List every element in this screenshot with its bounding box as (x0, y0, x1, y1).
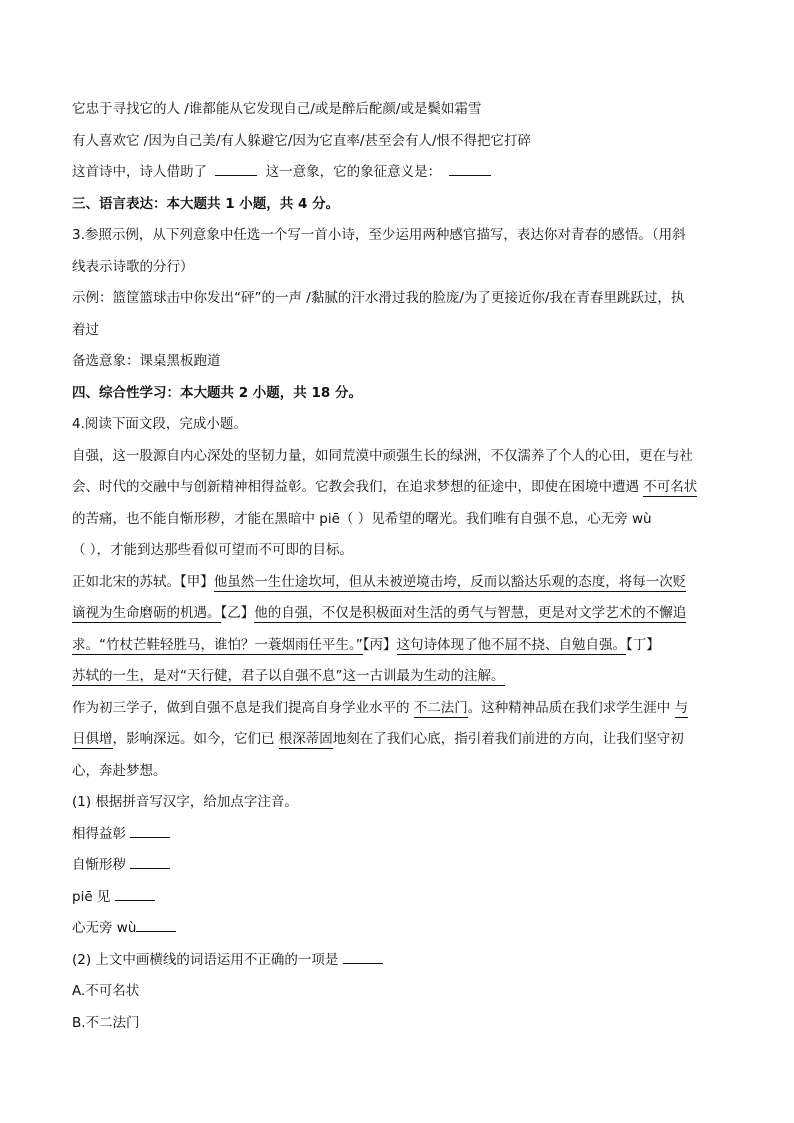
sub1-item-2: 自惭形秽 (72, 856, 722, 875)
underlined-term-genshendigu: 根深蒂固 (278, 731, 333, 747)
underlined-term-yurijuzeng: 日俱增 (72, 731, 113, 747)
poem-line-2: 有人喜欢它 /因为自己美/有人躲避它/因为它直率/甚至会有人/恨不得把它打碎 (72, 132, 532, 149)
answer-blank-2[interactable] (130, 856, 170, 869)
choice-b[interactable]: B.不二法门 (72, 1014, 140, 1031)
p1-line-3: 的苦痛，也不能自惭形秽，才能在黑暗中 piē（ ）见希望的曙光。我们唯有自强不息，心无旁 wù (72, 510, 652, 527)
sub-question-2: (2) 上文中画横线的词语运用不正确的一项是 (72, 951, 722, 970)
p2-line-1: 正如北宋的苏轼。【甲】他虽然一生仕途坎坷，但从未被逆境击垮，反而以豁达乐观的态度，将每一次贬 (72, 573, 687, 590)
p3-line-2: 日俱增，影响深远。如今，它们已 根深蒂固地刻在了我们心底，指引着我们前进的方向，让我们坚守初 (72, 731, 684, 747)
q3-stem-line-1: 3.参照示例，从下列意象中任选一个写一首小诗，至少运用两种感官描写，表达你对青春的感悟。（用斜 (72, 227, 686, 243)
answer-blank-sub2[interactable] (343, 951, 383, 964)
sub-question-1: (1) 根据拼音写汉字，给加点字注音。 (72, 794, 298, 810)
sub1-item-4: 心无旁 wù (72, 919, 722, 938)
p1-line-1: 自强，这一股源自内心深处的坚韧力量，如同荒漠中顽强生长的绿洲，不仅濡养了个人的心田，更在与社 (72, 447, 693, 464)
p2-line-3: 求。“竹杖芒鞋轻胜马，谁怕？一蓑烟雨任平生。”【丙】这句诗体现了他不屈不挠、自勉自强。【丁】 (72, 636, 660, 653)
p3-line-1: 作为初三学子，做到自强不息是我们提高自身学业水平的 不二法门。这种精神品质在我们求学生涯中 与 (72, 699, 689, 716)
answer-blank-3[interactable] (115, 888, 155, 901)
q3-options: 备选意象：课桌黑板跑道 (72, 353, 221, 369)
underlined-term-bukemingzhuang: 不可名状 (643, 479, 698, 495)
symbol-question: 这首诗中，诗人借助了 这一意象，它的象征意义是： (72, 163, 722, 182)
q3-example-line-2: 着过 (72, 321, 99, 338)
sub1-item-3: piē 见 (72, 888, 722, 907)
answer-blank-meaning[interactable] (449, 163, 491, 176)
p2-line-4: 苏轼的一生，是对“天行健，君子以自强不息”这一古训最为生动的注解。 (72, 668, 505, 684)
sub1-item-1: 相得益彰 (72, 825, 722, 844)
p3-line-3: 心，奔赴梦想。 (72, 762, 167, 779)
p1-line-2: 会、时代的交融中与创新精神相得益彰。它教会我们，在追求梦想的征途中，即使在困境中遭遇 不可名状 (72, 479, 698, 495)
q4-stem: 4.阅读下面文段，完成小题。 (72, 416, 247, 432)
q3-stem-line-2: 线表示诗歌的分行） (72, 258, 194, 275)
answer-blank-4[interactable] (136, 919, 176, 932)
q3-example-line-1: 示例：篮筐篮球击中你发出“砰”的一声 /黏腻的汗水滑过我的脸庞/为了更接近你/我在青春里跳跃过，执 (72, 290, 685, 306)
section-3-heading: 三、语言表达：本大题共 1 小题，共 4 分。 (72, 195, 340, 212)
section-4-heading: 四、综合性学习：本大题共 2 小题，共 18 分。 (72, 384, 363, 401)
underlined-term-buerfamen: 不二法门 (413, 699, 468, 716)
p1-line-4: （ ），才能到达那些看似可望而不可即的目标。 (72, 542, 354, 558)
p2-line-2: 谪视为生命磨砺的机遇。【乙】他的自强，不仅是积极面对生活的勇气与智慧，更是对文学艺术的不懈追 (72, 605, 687, 621)
answer-blank-1[interactable] (130, 825, 170, 838)
document-content (72, 100, 722, 1045)
answer-blank-imagery[interactable] (215, 163, 257, 176)
poem-line-1: 它忠于寻找它的人 /谁都能从它发现自己/或是醉后酡颜/或是鬓如霜雪 (72, 101, 482, 117)
choice-a[interactable]: A.不可名状 (72, 983, 140, 999)
